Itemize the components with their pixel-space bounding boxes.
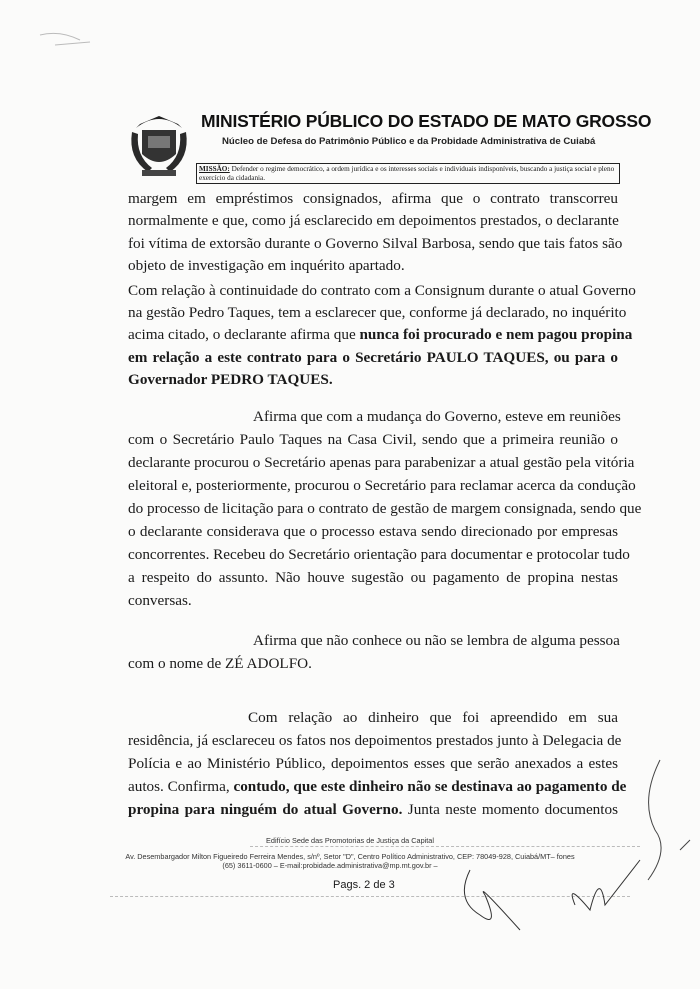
mission-label: MISSÃO: (199, 165, 230, 173)
text-segment: a respeito do assunto. Não houve sugestão ou pagamento de propina nestas (128, 569, 618, 586)
text-segment: conversas. (128, 592, 192, 609)
text-segment: concorrentes. Recebeu do Secretário orientação para documentar e protocolar tudo (128, 546, 630, 563)
text-segment: normalmente e que, como já esclarecido em depoimentos prestados, o declarante (128, 212, 619, 229)
text-segment: Com relação ao dinheiro que foi apreendido em sua (248, 709, 618, 726)
text-segment: foi vítima de extorsão durante o Governo Silval Barbosa, sendo que tais fatos são (128, 235, 623, 252)
department-subtitle: Núcleo de Defesa do Patrimônio Público e da Probidade Administrativa de Cuiabá (222, 136, 596, 147)
text-segment: com o Secretário Paulo Taques na Casa Civil, sendo que a primeira reunião o (128, 431, 618, 448)
text-segment: residência, já esclareceu os fatos nos depoimentos prestados junto à Delegacia de (128, 732, 622, 749)
text-segment: do processo de licitação para o contrato de gestão de margem consignada, sendo que (128, 500, 642, 517)
text-segment: eleitoral e, posteriormente, procurou o Secretário para reclamar acerca da condução (128, 477, 636, 494)
institution-title: MINISTÉRIO PÚBLICO DO ESTADO DE MATO GROSSO (201, 111, 652, 131)
bold-text: em relação a este contrato para o Secretário PAULO TAQUES, ou para o (128, 349, 618, 366)
text-segment: Polícia e ao Ministério Público, depoimentos esses que serão anexados a estes (128, 755, 618, 772)
bold-text: propina para ninguém do atual Governo. (128, 801, 403, 818)
text-segment: margem em empréstimos consignados, afirma que o contrato transcorreu (128, 190, 618, 207)
text-segment: na gestão Pedro Taques, tem a esclarecer que, conforme já declarado, no inquérito (128, 304, 627, 321)
text-segment: Com relação à continuidade do contrato com a Consignum durante o atual Governo (128, 282, 636, 299)
bold-text: Governador PEDRO TAQUES. (128, 371, 333, 388)
text-segment: autos. Confirma, (128, 778, 234, 795)
text-segment: Afirma que com a mudança do Governo, esteve em reuniões (253, 408, 621, 425)
text-segment: o declarante considerava que o processo estava sendo direcionado por empresas (128, 523, 618, 540)
text-segment: com o nome de ZÉ ADOLFO. (128, 655, 312, 672)
bold-text: contudo, que este dinheiro não se destinava ao pagamento de (233, 778, 627, 795)
text-segment: objeto de investigação em inquérito apartado. (128, 257, 405, 274)
bold-text: nunca foi procurado e nem pagou propina (359, 326, 633, 343)
text-segment: acima citado, o declarante afirma que (128, 326, 360, 343)
page-number: Pags. 2 de 3 (333, 879, 395, 891)
text-segment: Afirma que não conhece ou não se lembra de alguma pessoa (253, 632, 620, 649)
text-segment: declarante procurou o Secretário apenas para parabenizar a atual gestão pela vitória (128, 454, 635, 471)
text-segment: Junta neste momento documentos (402, 801, 619, 818)
footer-contact: (65) 3611-0600 – E-mail:probidade.administrativa@mp.mt.gov.br – (222, 861, 438, 870)
footer-building: Edifício Sede das Promotorias de Justiça da Capital (266, 836, 434, 845)
mission-text: Defender o regime democrático, a ordem jurídica e os interesses sociais e individuais indisponíveis, buscando a justiça social e pleno exercício da cidadania. (199, 165, 615, 182)
footer-address: Av. Desembargador Milton Figueiredo Ferreira Mendes, s/nº, Setor "D", Centro Político Administrativo, CEP: 78049-928, Cuiabá/MT– fones (125, 852, 575, 861)
